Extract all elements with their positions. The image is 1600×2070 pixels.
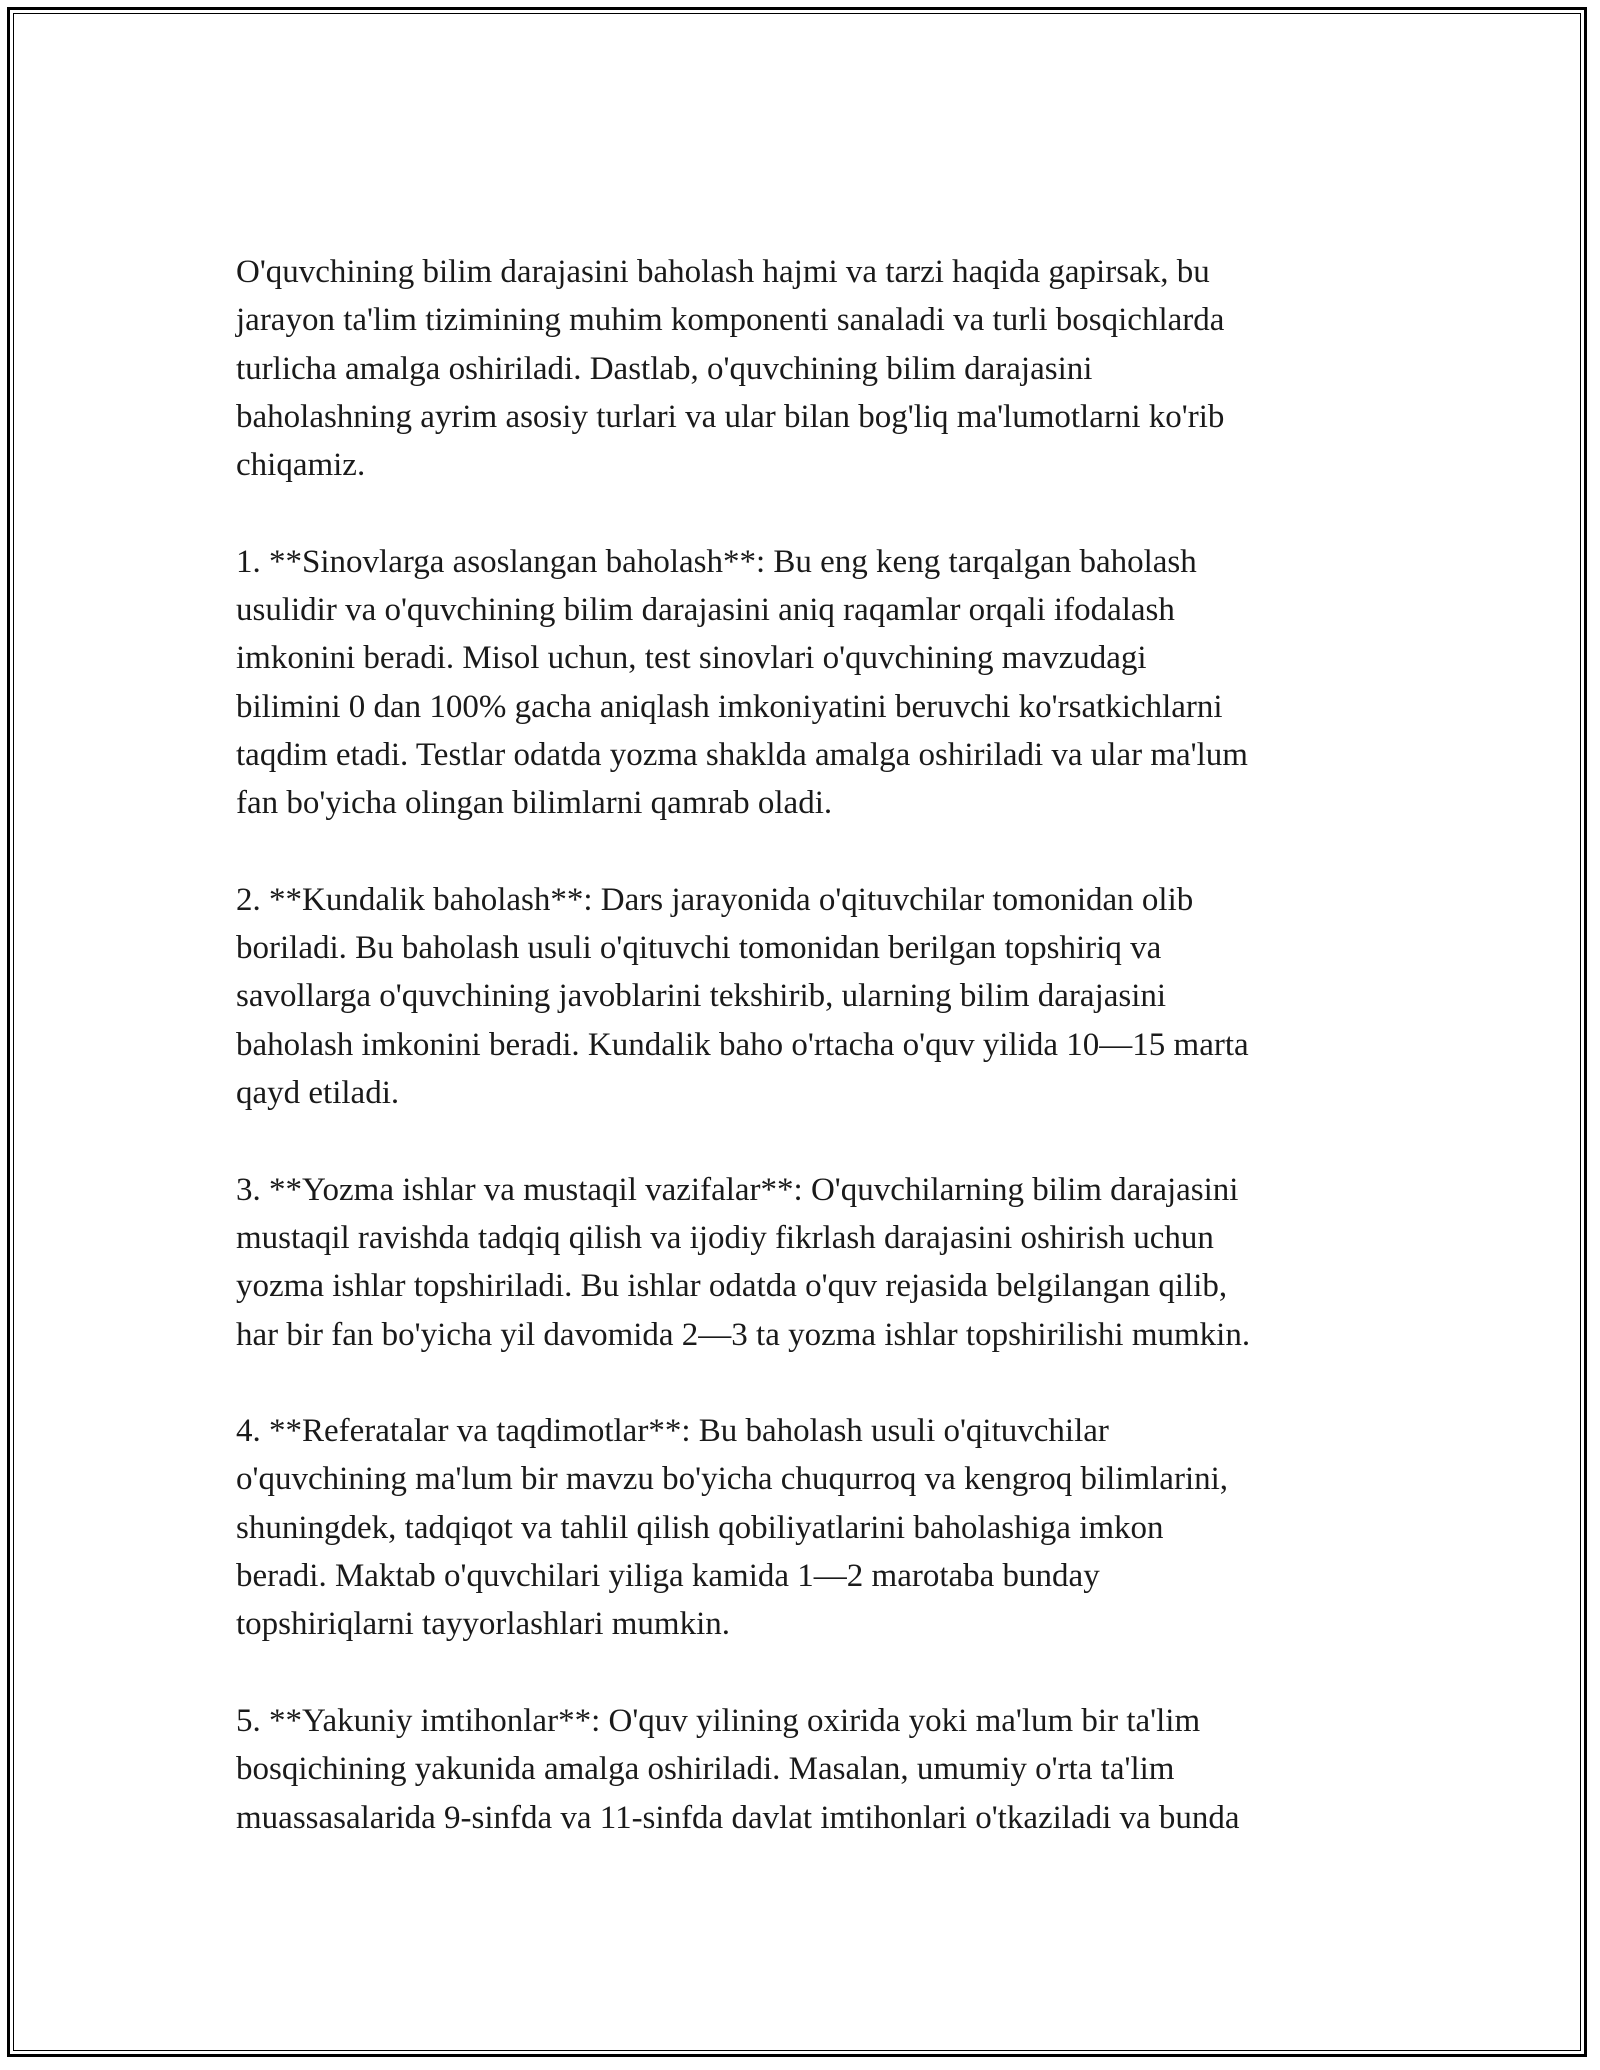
document-body (236, 248, 1376, 1842)
paragraph-reports-presentations: 4. **Referatalar va taqdimotlar**: Bu baholash usuli o'qituvchilar o'quvchining ma'lum bir mavzu bo'yicha chuqurroq va kengroq bilimlarini, shuningdek, tadqiqot va tahlil qilish qobiliyatlarini baholashiga imkon beradi. Maktab o'quvchilari yiliga kamida 1—2 marotaba bunday topshiriqlarni tayyorlashlari mumkin. (236, 1413, 1229, 1643)
paragraph-daily-assessment: 2. **Kundalik baholash**: Dars jarayonida o'qituvchilar tomonidan olib boriladi. Bu baholash usuli o'qituvchi tomonidan berilgan topshiriq va savollarga o'quvchining javoblarini tekshirib, ularning bilim darajasini baholash imkonini beradi. Kundalik baho o'rtacha o'quv yilida 10—15 marta qayd etiladi. (236, 881, 1249, 1112)
paragraph-written-work: 3. **Yozma ishlar va mustaqil vazifalar**: O'quvchilarning bilim darajasini mustaqil ravishda tadqiq qilish va ijodiy fikrlash darajasini oshirish uchun yozma ishlar topshiriladi. Bu ishlar odatda o'quv rejasida belgilangan qilib, har bir fan bo'yicha yil davomida 2—3 ta yozma ishlar topshirilishi mumkin. (236, 1171, 1251, 1353)
intro-paragraph: O'quvchining bilim darajasini baholash hajmi va tarzi haqida gapirsak, bu jarayon ta'lim tizimining muhim komponenti sanaladi va turli bosqichlarda turlicha amalga oshiriladi. Dastlab, o'quvchining bilim darajasini baholashning ayrim asosiy turlari va ular bilan bog'liq ma'lumotlarni ko'rib chiqamiz. (236, 254, 1225, 484)
paragraph-test-assessment: 1. **Sinovlarga asoslangan baholash**: Bu eng keng tarqalgan baholash usulidir va o'quvchining bilim darajasini aniq raqamlar orqali ifodalash imkonini beradi. Misol uchun, test sinovlari o'quvchining mavzudagi bilimini 0 dan 100% gacha aniqlash imkoniyatini beruvchi ko'rsatkichlarni taqdim etadi. Testlar odatda yozma shaklda amalga oshiriladi va ular ma'lum fan bo'yicha olingan bilimlarni qamrab oladi. (236, 543, 1248, 822)
paragraph-final-exams: 5. **Yakuniy imtihonlar**: O'quv yilining oxirida yoki ma'lum bir ta'lim bosqichining yakunida amalga oshiriladi. Masalan, umumiy o'rta ta'lim muassasalarida 9-sinfda va 11-sinfda davlat imtihonlari o'tkaziladi va bunda (236, 1702, 1240, 1836)
